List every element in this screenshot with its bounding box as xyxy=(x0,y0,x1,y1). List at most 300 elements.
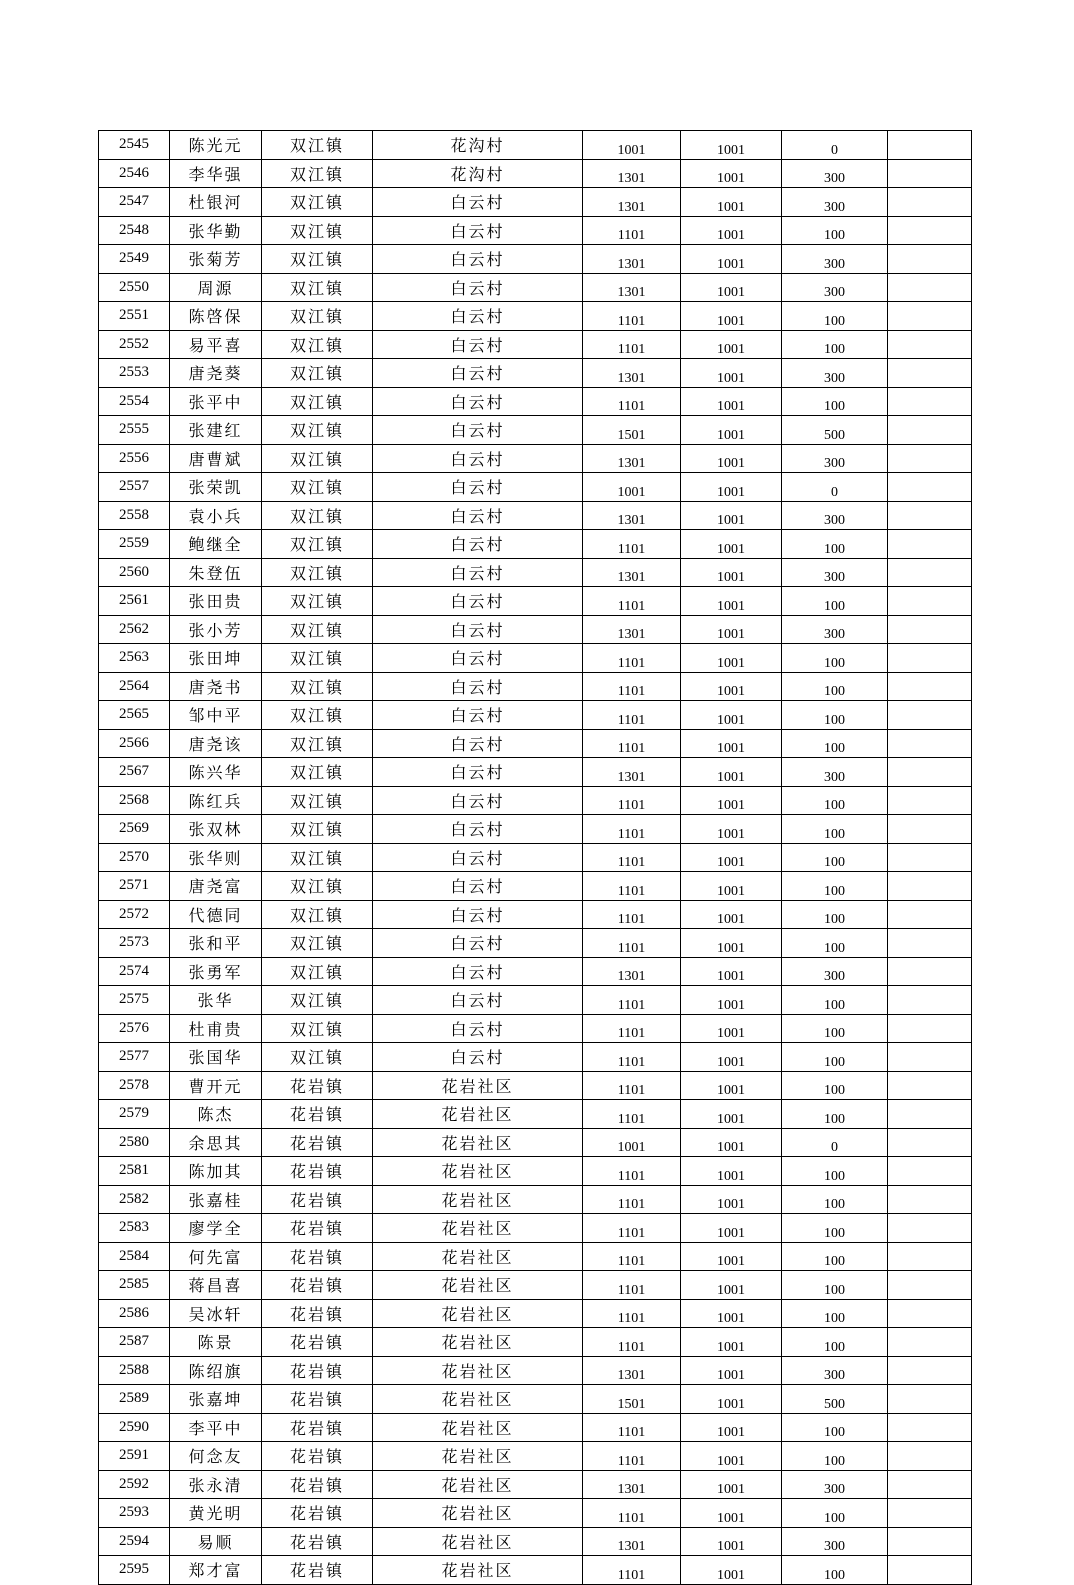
cell-town: 花岩镇 xyxy=(262,1328,373,1357)
cell-remark xyxy=(888,587,972,616)
cell-code-a: 1101 xyxy=(583,729,681,758)
cell-town: 花岩镇 xyxy=(262,1100,373,1129)
table-row xyxy=(99,1385,972,1414)
cell-village: 白云村 xyxy=(373,416,583,445)
cell-serial: 2566 xyxy=(99,729,170,758)
cell-remark xyxy=(888,644,972,673)
cell-amount: 100 xyxy=(782,701,888,730)
cell-amount: 300 xyxy=(782,273,888,302)
cell-serial: 2561 xyxy=(99,587,170,616)
cell-amount: 300 xyxy=(782,758,888,787)
cell-code-a: 1101 xyxy=(583,1014,681,1043)
cell-code-a: 1101 xyxy=(583,900,681,929)
cell-amount: 100 xyxy=(782,986,888,1015)
cell-town: 花岩镇 xyxy=(262,1556,373,1585)
cell-code-a: 1101 xyxy=(583,1442,681,1471)
cell-code-b: 1001 xyxy=(681,188,782,217)
cell-town: 双江镇 xyxy=(262,644,373,673)
table-row xyxy=(99,216,972,245)
cell-code-a: 1101 xyxy=(583,1157,681,1186)
cell-village: 白云村 xyxy=(373,444,583,473)
cell-serial: 2570 xyxy=(99,843,170,872)
cell-name: 张和平 xyxy=(170,929,262,958)
cell-code-a: 1501 xyxy=(583,416,681,445)
cell-amount: 500 xyxy=(782,1385,888,1414)
cell-code-a: 1301 xyxy=(583,1470,681,1499)
table-row xyxy=(99,1527,972,1556)
cell-code-a: 1301 xyxy=(583,1527,681,1556)
cell-serial: 2581 xyxy=(99,1157,170,1186)
cell-name: 杜银河 xyxy=(170,188,262,217)
cell-town: 花岩镇 xyxy=(262,1385,373,1414)
cell-code-a: 1301 xyxy=(583,501,681,530)
cell-amount: 500 xyxy=(782,416,888,445)
cell-village: 白云村 xyxy=(373,701,583,730)
cell-amount: 100 xyxy=(782,843,888,872)
cell-name: 陈光元 xyxy=(170,131,262,160)
cell-serial: 2562 xyxy=(99,615,170,644)
cell-town: 双江镇 xyxy=(262,501,373,530)
cell-serial: 2558 xyxy=(99,501,170,530)
table-row xyxy=(99,1242,972,1271)
cell-remark xyxy=(888,1157,972,1186)
cell-amount: 100 xyxy=(782,1299,888,1328)
cell-name: 张建红 xyxy=(170,416,262,445)
cell-town: 花岩镇 xyxy=(262,1356,373,1385)
cell-village: 白云村 xyxy=(373,273,583,302)
cell-remark xyxy=(888,1470,972,1499)
cell-code-b: 1001 xyxy=(681,1071,782,1100)
cell-remark xyxy=(888,843,972,872)
cell-serial: 2595 xyxy=(99,1556,170,1585)
cell-serial: 2584 xyxy=(99,1242,170,1271)
cell-code-a: 1101 xyxy=(583,843,681,872)
cell-amount: 100 xyxy=(782,1413,888,1442)
cell-remark xyxy=(888,672,972,701)
cell-serial: 2554 xyxy=(99,387,170,416)
table-row xyxy=(99,131,972,160)
cell-amount: 100 xyxy=(782,530,888,559)
cell-name: 张平中 xyxy=(170,387,262,416)
cell-code-b: 1001 xyxy=(681,131,782,160)
cell-village: 白云村 xyxy=(373,188,583,217)
cell-remark xyxy=(888,1527,972,1556)
cell-code-b: 1001 xyxy=(681,929,782,958)
cell-village: 花岩社区 xyxy=(373,1527,583,1556)
cell-village: 花岩社区 xyxy=(373,1356,583,1385)
cell-remark xyxy=(888,815,972,844)
cell-remark xyxy=(888,1299,972,1328)
cell-village: 白云村 xyxy=(373,245,583,274)
cell-town: 双江镇 xyxy=(262,159,373,188)
cell-remark xyxy=(888,416,972,445)
cell-village: 花岩社区 xyxy=(373,1128,583,1157)
cell-town: 双江镇 xyxy=(262,387,373,416)
table-row xyxy=(99,843,972,872)
cell-remark xyxy=(888,929,972,958)
cell-code-b: 1001 xyxy=(681,1299,782,1328)
table-row xyxy=(99,159,972,188)
cell-serial: 2572 xyxy=(99,900,170,929)
cell-name: 唐尧该 xyxy=(170,729,262,758)
cell-town: 双江镇 xyxy=(262,872,373,901)
cell-village: 白云村 xyxy=(373,501,583,530)
cell-village: 白云村 xyxy=(373,644,583,673)
cell-remark xyxy=(888,900,972,929)
cell-code-a: 1101 xyxy=(583,1043,681,1072)
cell-serial: 2563 xyxy=(99,644,170,673)
cell-code-b: 1001 xyxy=(681,644,782,673)
table-row xyxy=(99,1128,972,1157)
cell-serial: 2578 xyxy=(99,1071,170,1100)
cell-serial: 2546 xyxy=(99,159,170,188)
cell-remark xyxy=(888,444,972,473)
cell-remark xyxy=(888,1442,972,1471)
cell-amount: 300 xyxy=(782,444,888,473)
table-row xyxy=(99,615,972,644)
cell-remark xyxy=(888,1356,972,1385)
cell-amount: 100 xyxy=(782,1242,888,1271)
cell-town: 花岩镇 xyxy=(262,1242,373,1271)
cell-town: 双江镇 xyxy=(262,473,373,502)
cell-serial: 2551 xyxy=(99,302,170,331)
cell-amount: 300 xyxy=(782,558,888,587)
table-row xyxy=(99,644,972,673)
cell-amount: 0 xyxy=(782,473,888,502)
cell-remark xyxy=(888,159,972,188)
cell-amount: 100 xyxy=(782,1014,888,1043)
cell-amount: 300 xyxy=(782,957,888,986)
cell-serial: 2568 xyxy=(99,786,170,815)
cell-code-a: 1101 xyxy=(583,530,681,559)
cell-amount: 100 xyxy=(782,1100,888,1129)
cell-amount: 300 xyxy=(782,188,888,217)
cell-name: 张小芳 xyxy=(170,615,262,644)
cell-name: 杜甫贵 xyxy=(170,1014,262,1043)
cell-serial: 2579 xyxy=(99,1100,170,1129)
cell-village: 白云村 xyxy=(373,957,583,986)
cell-remark xyxy=(888,1385,972,1414)
cell-serial: 2559 xyxy=(99,530,170,559)
table-row xyxy=(99,330,972,359)
table-row xyxy=(99,1442,972,1471)
cell-town: 双江镇 xyxy=(262,587,373,616)
cell-remark xyxy=(888,387,972,416)
cell-remark xyxy=(888,273,972,302)
cell-town: 双江镇 xyxy=(262,416,373,445)
cell-serial: 2588 xyxy=(99,1356,170,1385)
cell-village: 花岩社区 xyxy=(373,1185,583,1214)
cell-code-a: 1101 xyxy=(583,1499,681,1528)
cell-serial: 2547 xyxy=(99,188,170,217)
cell-amount: 100 xyxy=(782,672,888,701)
table-row xyxy=(99,1157,972,1186)
cell-village: 花沟村 xyxy=(373,131,583,160)
cell-name: 陈红兵 xyxy=(170,786,262,815)
cell-name: 唐曹斌 xyxy=(170,444,262,473)
cell-amount: 300 xyxy=(782,159,888,188)
cell-serial: 2550 xyxy=(99,273,170,302)
cell-village: 白云村 xyxy=(373,530,583,559)
table-row xyxy=(99,1499,972,1528)
cell-code-b: 1001 xyxy=(681,729,782,758)
cell-village: 白云村 xyxy=(373,387,583,416)
cell-code-b: 1001 xyxy=(681,1271,782,1300)
cell-name: 陈杰 xyxy=(170,1100,262,1129)
cell-remark xyxy=(888,957,972,986)
cell-serial: 2591 xyxy=(99,1442,170,1471)
cell-remark xyxy=(888,302,972,331)
table-row xyxy=(99,1100,972,1129)
cell-village: 白云村 xyxy=(373,330,583,359)
table-row xyxy=(99,1413,972,1442)
cell-name: 张嘉桂 xyxy=(170,1185,262,1214)
cell-village: 白云村 xyxy=(373,615,583,644)
cell-remark xyxy=(888,216,972,245)
cell-town: 花岩镇 xyxy=(262,1413,373,1442)
cell-serial: 2594 xyxy=(99,1527,170,1556)
cell-code-a: 1501 xyxy=(583,1385,681,1414)
cell-name: 张田贵 xyxy=(170,587,262,616)
cell-town: 双江镇 xyxy=(262,986,373,1015)
cell-village: 花沟村 xyxy=(373,159,583,188)
cell-name: 郑才富 xyxy=(170,1556,262,1585)
cell-serial: 2565 xyxy=(99,701,170,730)
cell-code-b: 1001 xyxy=(681,1043,782,1072)
cell-name: 陈景 xyxy=(170,1328,262,1357)
cell-amount: 0 xyxy=(782,131,888,160)
cell-serial: 2587 xyxy=(99,1328,170,1357)
cell-code-a: 1301 xyxy=(583,444,681,473)
cell-remark xyxy=(888,558,972,587)
cell-amount: 300 xyxy=(782,1470,888,1499)
cell-town: 花岩镇 xyxy=(262,1499,373,1528)
cell-code-b: 1001 xyxy=(681,758,782,787)
cell-amount: 100 xyxy=(782,786,888,815)
table-row xyxy=(99,188,972,217)
cell-code-b: 1001 xyxy=(681,1356,782,1385)
table-row xyxy=(99,1470,972,1499)
cell-town: 双江镇 xyxy=(262,330,373,359)
cell-serial: 2590 xyxy=(99,1413,170,1442)
cell-village: 花岩社区 xyxy=(373,1214,583,1243)
cell-code-a: 1101 xyxy=(583,1071,681,1100)
cell-amount: 100 xyxy=(782,1185,888,1214)
cell-village: 白云村 xyxy=(373,672,583,701)
table-row xyxy=(99,1299,972,1328)
cell-name: 邹中平 xyxy=(170,701,262,730)
table-body xyxy=(99,131,972,1585)
cell-code-b: 1001 xyxy=(681,1157,782,1186)
cell-town: 双江镇 xyxy=(262,672,373,701)
cell-code-a: 1301 xyxy=(583,159,681,188)
cell-name: 张菊芳 xyxy=(170,245,262,274)
cell-village: 白云村 xyxy=(373,843,583,872)
cell-code-a: 1101 xyxy=(583,216,681,245)
cell-name: 周源 xyxy=(170,273,262,302)
cell-town: 花岩镇 xyxy=(262,1271,373,1300)
cell-town: 双江镇 xyxy=(262,444,373,473)
table-row xyxy=(99,1356,972,1385)
cell-name: 朱登伍 xyxy=(170,558,262,587)
cell-village: 白云村 xyxy=(373,1014,583,1043)
cell-village: 花岩社区 xyxy=(373,1470,583,1499)
table-row xyxy=(99,900,972,929)
cell-town: 双江镇 xyxy=(262,273,373,302)
cell-name: 唐尧富 xyxy=(170,872,262,901)
table-row xyxy=(99,558,972,587)
cell-code-a: 1001 xyxy=(583,1128,681,1157)
cell-remark xyxy=(888,872,972,901)
table-row xyxy=(99,473,972,502)
cell-remark xyxy=(888,729,972,758)
cell-amount: 100 xyxy=(782,815,888,844)
table-row xyxy=(99,501,972,530)
cell-remark xyxy=(888,1214,972,1243)
cell-remark xyxy=(888,701,972,730)
cell-remark xyxy=(888,473,972,502)
cell-town: 花岩镇 xyxy=(262,1071,373,1100)
cell-code-b: 1001 xyxy=(681,1556,782,1585)
cell-town: 双江镇 xyxy=(262,729,373,758)
cell-code-b: 1001 xyxy=(681,1242,782,1271)
cell-remark xyxy=(888,245,972,274)
cell-code-b: 1001 xyxy=(681,900,782,929)
cell-village: 白云村 xyxy=(373,986,583,1015)
cell-town: 双江镇 xyxy=(262,1043,373,1072)
table-row xyxy=(99,786,972,815)
cell-name: 何先富 xyxy=(170,1242,262,1271)
table-row xyxy=(99,701,972,730)
cell-name: 代德同 xyxy=(170,900,262,929)
cell-village: 花岩社区 xyxy=(373,1071,583,1100)
cell-name: 陈绍旗 xyxy=(170,1356,262,1385)
table-row xyxy=(99,387,972,416)
cell-serial: 2567 xyxy=(99,758,170,787)
cell-code-b: 1001 xyxy=(681,558,782,587)
cell-remark xyxy=(888,330,972,359)
cell-village: 花岩社区 xyxy=(373,1299,583,1328)
cell-serial: 2556 xyxy=(99,444,170,473)
cell-town: 花岩镇 xyxy=(262,1470,373,1499)
cell-amount: 100 xyxy=(782,387,888,416)
cell-serial: 2552 xyxy=(99,330,170,359)
cell-code-b: 1001 xyxy=(681,872,782,901)
cell-name: 陈啓保 xyxy=(170,302,262,331)
cell-code-a: 1301 xyxy=(583,615,681,644)
cell-name: 张永清 xyxy=(170,1470,262,1499)
cell-code-b: 1001 xyxy=(681,1442,782,1471)
cell-amount: 100 xyxy=(782,1499,888,1528)
cell-name: 张国华 xyxy=(170,1043,262,1072)
cell-name: 蒋昌喜 xyxy=(170,1271,262,1300)
cell-name: 何念友 xyxy=(170,1442,262,1471)
cell-village: 白云村 xyxy=(373,359,583,388)
cell-remark xyxy=(888,1128,972,1157)
cell-code-b: 1001 xyxy=(681,359,782,388)
cell-amount: 100 xyxy=(782,900,888,929)
cell-amount: 100 xyxy=(782,1328,888,1357)
cell-code-a: 1101 xyxy=(583,1413,681,1442)
cell-town: 双江镇 xyxy=(262,1014,373,1043)
cell-remark xyxy=(888,786,972,815)
cell-code-b: 1001 xyxy=(681,1527,782,1556)
cell-code-a: 1101 xyxy=(583,986,681,1015)
cell-amount: 100 xyxy=(782,216,888,245)
cell-name: 李华强 xyxy=(170,159,262,188)
cell-amount: 100 xyxy=(782,1442,888,1471)
table-row xyxy=(99,1185,972,1214)
cell-town: 花岩镇 xyxy=(262,1185,373,1214)
cell-amount: 300 xyxy=(782,615,888,644)
cell-serial: 2569 xyxy=(99,815,170,844)
cell-serial: 2580 xyxy=(99,1128,170,1157)
cell-amount: 100 xyxy=(782,1071,888,1100)
cell-town: 花岩镇 xyxy=(262,1442,373,1471)
table-row xyxy=(99,729,972,758)
cell-remark xyxy=(888,1071,972,1100)
cell-code-b: 1001 xyxy=(681,444,782,473)
table-row xyxy=(99,302,972,331)
cell-serial: 2548 xyxy=(99,216,170,245)
cell-amount: 100 xyxy=(782,1043,888,1072)
cell-amount: 100 xyxy=(782,872,888,901)
cell-amount: 100 xyxy=(782,1271,888,1300)
cell-amount: 100 xyxy=(782,302,888,331)
table-row xyxy=(99,1556,972,1585)
cell-code-a: 1101 xyxy=(583,929,681,958)
cell-code-b: 1001 xyxy=(681,501,782,530)
table-row xyxy=(99,245,972,274)
cell-town: 双江镇 xyxy=(262,843,373,872)
cell-town: 双江镇 xyxy=(262,957,373,986)
cell-name: 吴冰轩 xyxy=(170,1299,262,1328)
cell-village: 白云村 xyxy=(373,473,583,502)
cell-village: 白云村 xyxy=(373,929,583,958)
cell-code-b: 1001 xyxy=(681,387,782,416)
cell-amount: 100 xyxy=(782,330,888,359)
cell-name: 张田坤 xyxy=(170,644,262,673)
cell-serial: 2583 xyxy=(99,1214,170,1243)
cell-village: 花岩社区 xyxy=(373,1442,583,1471)
cell-serial: 2555 xyxy=(99,416,170,445)
cell-code-a: 1101 xyxy=(583,1556,681,1585)
cell-town: 双江镇 xyxy=(262,786,373,815)
cell-code-a: 1101 xyxy=(583,387,681,416)
cell-village: 花岩社区 xyxy=(373,1385,583,1414)
cell-remark xyxy=(888,501,972,530)
cell-code-b: 1001 xyxy=(681,1499,782,1528)
cell-code-b: 1001 xyxy=(681,1128,782,1157)
cell-code-b: 1001 xyxy=(681,1413,782,1442)
cell-town: 双江镇 xyxy=(262,131,373,160)
cell-amount: 0 xyxy=(782,1128,888,1157)
table-row xyxy=(99,929,972,958)
cell-village: 白云村 xyxy=(373,758,583,787)
cell-code-b: 1001 xyxy=(681,1385,782,1414)
table-row xyxy=(99,444,972,473)
cell-amount: 100 xyxy=(782,929,888,958)
cell-code-a: 1101 xyxy=(583,302,681,331)
cell-code-a: 1101 xyxy=(583,815,681,844)
table-row xyxy=(99,986,972,1015)
cell-remark xyxy=(888,986,972,1015)
cell-amount: 300 xyxy=(782,359,888,388)
cell-serial: 2557 xyxy=(99,473,170,502)
cell-code-a: 1101 xyxy=(583,701,681,730)
cell-code-a: 1101 xyxy=(583,1214,681,1243)
cell-remark xyxy=(888,1413,972,1442)
